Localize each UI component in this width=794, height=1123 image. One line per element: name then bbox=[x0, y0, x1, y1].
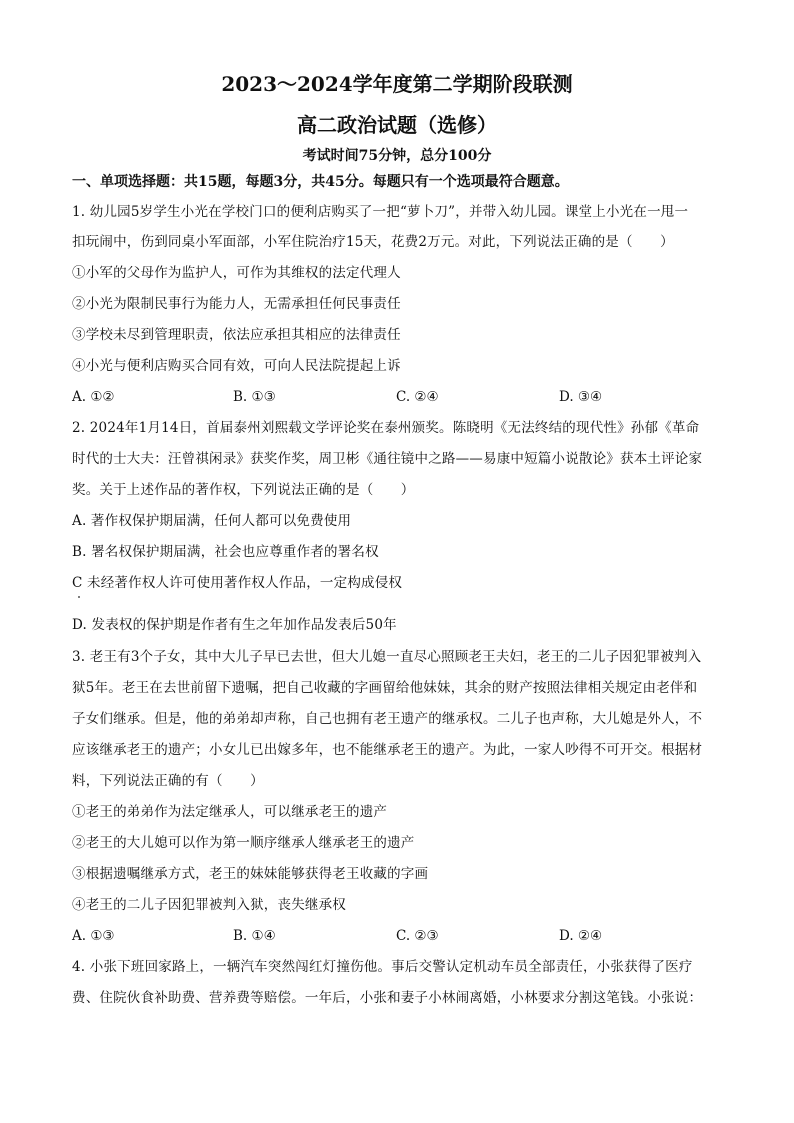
question-3-option-a: A. ①③ bbox=[72, 928, 115, 944]
question-3-option-b: B. ①④ bbox=[233, 928, 276, 944]
question-3-line-2: 狱5年。老王在去世前留下遗嘱，把自己收藏的字画留给他妹妹，其余的财产按照法律相关规定由老伴和 bbox=[72, 680, 698, 696]
question-3-line-1: 3. 老王有3个子女，其中大儿子早已去世，但大儿媳一直尽心照顾老王夫妇，老王的二儿子因犯罪被判入 bbox=[72, 649, 702, 665]
question-3-line-4: 应该继承老王的遗产；小女儿已出嫁多年，也不能继承老王的遗产。为此，一家人吵得不可开交。根据材 bbox=[72, 742, 703, 758]
question-1-line-2: 扣玩闹中，伤到同桌小军面部，小军住院治疗15天，花费2万元。对此，下列说法正确的是（ ） bbox=[72, 234, 674, 250]
question-1-statement-2: ②小光为限制民事行为能力人，无需承担任何民事责任 bbox=[72, 296, 401, 312]
question-3-option-c: C. ②③ bbox=[396, 928, 439, 944]
question-2-choice-a: A. 著作权保护期届满，任何人都可以免费使用 bbox=[72, 513, 352, 529]
question-1-option-d: D. ③④ bbox=[559, 389, 603, 405]
question-1-statement-3: ③学校未尽到管理职责，依法应承担其相应的法律责任 bbox=[72, 327, 401, 343]
question-3-statement-1: ①老王的弟弟作为法定继承人，可以继承老王的遗产 bbox=[72, 804, 388, 820]
question-3-line-5: 料，下列说法正确的有（ ） bbox=[72, 773, 264, 789]
question-1-option-c: C. ②④ bbox=[396, 389, 439, 405]
question-1-option-a: A. ①② bbox=[72, 389, 115, 405]
section-heading: 一、单项选择题：共15题，每题3分，共45分。每题只有一个选项最符合题意。 bbox=[72, 174, 569, 190]
question-4-line-2: 费、住院伙食补助费、营养费等赔偿。一年后，小张和妻子小林闹离婚，小林要求分割这笔钱。小张说： bbox=[72, 990, 703, 1006]
stray-dot bbox=[78, 596, 80, 598]
exam-subtitle: 高二政治试题（选修） bbox=[297, 113, 497, 137]
question-3-statement-2: ②老王的大儿媳可以作为第一顺序继承人继承老王的遗产 bbox=[72, 835, 415, 851]
exam-info: 考试时间75分钟，总分100分 bbox=[302, 148, 492, 164]
question-1-statement-1: ①小军的父母作为监护人，可作为其维权的法定代理人 bbox=[72, 265, 401, 281]
question-4-line-1: 4. 小张下班回家路上，一辆汽车突然闯红灯撞伤他。事后交警认定机动车员全部责任，小张获得了医疗 bbox=[72, 959, 693, 975]
question-1-options bbox=[72, 387, 752, 407]
question-3-line-3: 子女们继承。但是，他的弟弟却声称，自己也拥有老王遗产的继承权。二儿子也声称，大儿媳是外人，不 bbox=[72, 711, 703, 727]
question-1-option-b: B. ①③ bbox=[233, 389, 276, 405]
question-3-statement-4: ④老王的二儿子因犯罪被判入狱，丧失继承权 bbox=[72, 897, 346, 913]
question-1-line-1: 1. 幼儿园5岁学生小光在学校门口的便利店购买了一把“萝卜刀”，并带入幼儿园。课堂上小光在一甩一 bbox=[72, 204, 689, 220]
question-3-statement-3: ③根据遗嘱继承方式，老王的妹妹能够获得老王收藏的字画 bbox=[72, 866, 429, 882]
question-2-choice-c: C 未经著作权人许可使用著作权人作品，一定构成侵权 bbox=[72, 575, 403, 591]
question-2-line-2: 时代的士大夫：汪曾祺闲录》获奖作奖，周卫彬《通往镜中之路——易康中短篇小说散论》获本土评论家 bbox=[72, 451, 703, 467]
question-1-statement-4: ④小光与便利店购买合同有效，可向人民法院提起上诉 bbox=[72, 358, 401, 374]
exam-title: 2023～2024学年度第二学期阶段联测 bbox=[221, 72, 573, 96]
question-2-line-3: 奖。关于上述作品的著作权，下列说法正确的是（ ） bbox=[72, 482, 415, 498]
question-3-options bbox=[72, 926, 752, 946]
question-3-option-d: D. ②④ bbox=[559, 928, 603, 944]
question-2-choice-b: B. 署名权保护期届满，社会也应尊重作者的署名权 bbox=[72, 544, 379, 560]
question-2-line-1: 2. 2024年1月14日，首届泰州刘熙载文学评论奖在泰州颁奖。陈晓明《无法终结的现代性》孙郁《革命 bbox=[72, 420, 700, 436]
question-2-choice-d: D. 发表权的保护期是作者有生之年加作品发表后50年 bbox=[72, 617, 397, 633]
